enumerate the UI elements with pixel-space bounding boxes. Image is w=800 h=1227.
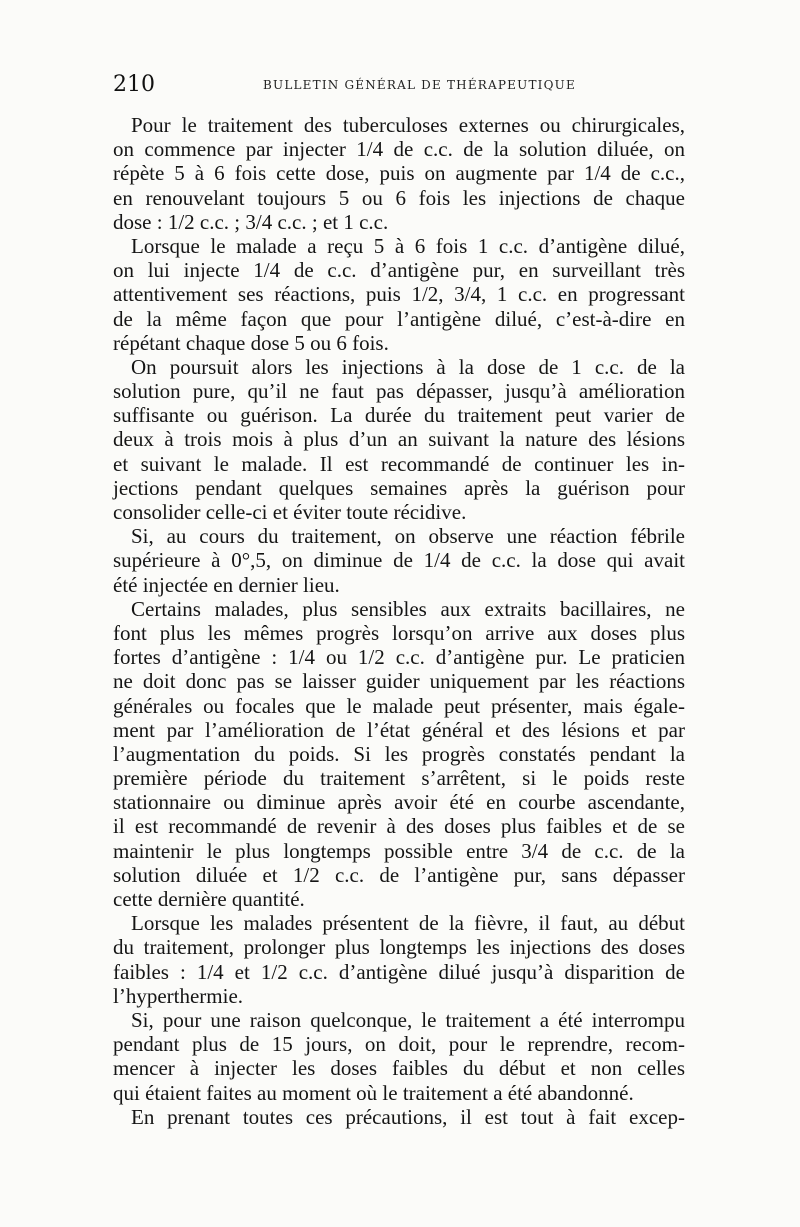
- text-line: répétant chaque dose 5 ou 6 fois.: [113, 330, 389, 355]
- text-line: dose : 1/2 c.c. ; 3/4 c.c. ; et 1 c.c.: [113, 209, 389, 234]
- paragraph: [113, 234, 685, 355]
- text-line: et suivant le malade. Il est recommandé de continuer les in-: [113, 451, 685, 476]
- text-line: stationnaire ou diminue après avoir été en courbe ascendante,: [113, 790, 685, 815]
- text-line: on commence par injecter 1/4 de c.c. de la solution diluée, on: [113, 137, 685, 162]
- text-line: En prenant toutes ces précautions, il est tout à fait excep-: [131, 1104, 685, 1129]
- page-number: 210: [113, 72, 155, 97]
- text-line: maintenir le plus longtemps possible entre 3/4 de c.c. de la: [113, 838, 685, 863]
- paragraph: [113, 597, 685, 911]
- paragraph: [113, 524, 685, 597]
- text-line: supérieure à 0°,5, on diminue de 1/4 de c.c. la dose qui avait: [113, 548, 685, 573]
- text-line: deux à trois mois à plus d’un an suivant la nature des lésions: [113, 427, 685, 452]
- text-line: attentivement ses réactions, puis 1/2, 3/4, 1 c.c. en progressant: [113, 282, 685, 307]
- text-line: en renouvelant toujours 5 ou 6 fois les injections de chaque: [113, 185, 685, 210]
- text-line: jections pendant quelques semaines après la guérison pour: [113, 475, 685, 500]
- text-line: été injectée en dernier lieu.: [113, 572, 340, 597]
- text-line: il est recommandé de revenir à des doses plus faibles et de se: [113, 814, 685, 839]
- text-line: Lorsque le malade a reçu 5 à 6 fois 1 c.c. d’antigène dilué,: [131, 233, 685, 258]
- text-line: Pour le traitement des tuberculoses externes ou chirurgicales,: [131, 113, 685, 137]
- running-title: BULLETIN GÉNÉRAL DE THÉRAPEUTIQUE: [263, 78, 576, 92]
- text-line: du traitement, prolonger plus longtemps les injections des doses: [113, 935, 685, 960]
- text-line: l’augmentation du poids. Si les progrès constatés pendant la: [113, 741, 685, 766]
- text-line: l’hyperthermie.: [113, 983, 244, 1008]
- text-line: de la même façon que pour l’antigène dilué, c’est-à-dire en: [113, 306, 685, 331]
- text-line: Lorsque les malades présentent de la fièvre, il faut, au début: [131, 911, 685, 936]
- text-line: première période du traitement s’arrêtent, si le poids reste: [113, 766, 685, 791]
- paragraph: [113, 355, 685, 524]
- page-header: [113, 72, 685, 102]
- text-line: ment par l’amélioration de l’état général et des lésions et par: [113, 717, 685, 742]
- text-line: on lui injecte 1/4 de c.c. d’antigène pur, en surveillant très: [113, 258, 685, 283]
- text-line: solution pure, qu’il ne faut pas dépasser, jusqu’à amélioration: [113, 379, 685, 404]
- text-line: suffisante ou guérison. La durée du traitement peut varier de: [113, 403, 685, 428]
- text-line: pendant plus de 15 jours, on doit, pour le reprendre, recom-: [113, 1032, 685, 1057]
- text-line: solution diluée et 1/2 c.c. de l’antigène pur, sans dépasser: [113, 862, 685, 887]
- paragraph: [113, 1105, 685, 1129]
- text-line: faibles : 1/4 et 1/2 c.c. d’antigène dilué jusqu’à disparition de: [113, 959, 685, 984]
- text-line: répète 5 à 6 fois cette dose, puis on augmente par 1/4 de c.c.,: [113, 161, 685, 186]
- paragraph: [113, 113, 685, 234]
- text-line: On poursuit alors les injections à la dose de 1 c.c. de la: [131, 354, 685, 379]
- text-line: fortes d’antigène : 1/4 ou 1/2 c.c. d’antigène pur. Le praticien: [113, 645, 685, 670]
- text-line: Certains malades, plus sensibles aux extraits bacillaires, ne: [131, 596, 685, 621]
- paragraph: [113, 1008, 685, 1105]
- text-line: ne doit donc pas se laisser guider uniquement par les réactions: [113, 669, 685, 694]
- body-text: [113, 113, 685, 1129]
- text-line: mencer à injecter les doses faibles du début et non celles: [113, 1056, 685, 1081]
- text-line: font plus les mêmes progrès lorsqu’on arrive aux doses plus: [113, 620, 685, 645]
- text-line: qui étaient faites au moment où le traitement a été abandonné.: [113, 1080, 634, 1105]
- text-line: générales ou focales que le malade peut présenter, mais égale-: [113, 693, 685, 718]
- text-line: consolider celle-ci et éviter toute récidive.: [113, 500, 467, 524]
- text-line: Si, au cours du traitement, on observe une réaction fébrile: [131, 524, 685, 549]
- text-line: cette dernière quantité.: [113, 887, 305, 911]
- text-line: Si, pour une raison quelconque, le traitement a été interrompu: [131, 1007, 685, 1032]
- paragraph: [113, 911, 685, 1008]
